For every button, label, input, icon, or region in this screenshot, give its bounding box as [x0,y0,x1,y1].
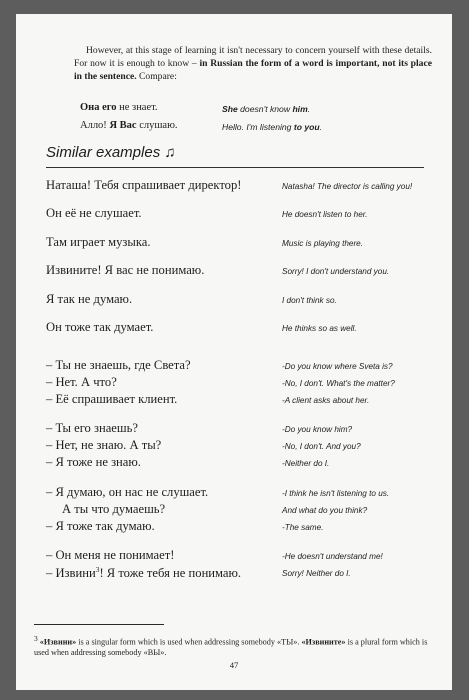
example-en: I don't think so. [282,296,337,305]
section-divider [46,167,424,168]
intro-bold-text: in Russian the form of a word is important, not its place in the sentence. [74,58,432,82]
dialog-line-ru: – Нет, не знаю. А ты? [46,438,162,452]
example-en: Sorry! I don't understand you. [282,267,390,276]
dialog-line-ru: – Нет. А что? [46,375,117,389]
example-en: Music is playing there. [282,239,363,248]
intro-end-text: Compare: [136,71,177,82]
compare-ru-2: Алло! Я Вас слушаю. [80,120,178,131]
dialog-line-en: Sorry! Neither do I. [282,569,351,578]
intro-text: However, at this stage of learning it isn't necessary to concern yourself with these details. For now it is enough to know – [74,45,432,69]
dialog-line-en: -Do you know him? [282,425,353,434]
dialog-line-en: -No, I don't. What's the matter? [282,379,395,388]
example-ru: Там играет музыка. [46,235,151,249]
compare-ru-1: Она его не знает. [80,102,158,113]
example-ru: Наташа! Тебя спрашивает директор! [46,178,242,192]
dialog-line-ru: – Он меня не понимает! [46,548,175,562]
book-page [16,14,452,690]
dialog-line-en: -No, I don't. And you? [282,442,361,451]
example-en: He thinks so as well. [282,324,357,333]
footnote-divider [34,624,164,625]
dialog-line-ru: – Я тоже так думаю. [46,519,155,533]
example-ru: Я так не думаю. [46,292,133,306]
dialog-line-en: -Neither do I. [282,459,330,468]
example-en: Natasha! The director is calling you! [282,182,413,191]
example-ru: Извините! Я вас не понимаю. [46,263,205,277]
dialog-line-en: And what do you think? [282,506,368,515]
dialog-line-en: -The same. [282,523,324,532]
footnote-ref[interactable]: 3 [95,565,100,574]
compare-en-1: She doesn't know him. [222,104,311,114]
dialog-line-en: -Do you know where Sveta is? [282,362,393,371]
dialog-line-ru: – Я думаю, он нас не слушает. [46,485,209,499]
dialog-line-ru: – Ты его знаешь? [46,421,138,435]
page-number: 47 [229,660,239,670]
intro-paragraph [74,44,432,83]
dialog-line-ru: – Извини$^3$! Я тоже тебя не понимаю. [46,565,242,581]
compare-en-2: Hello. I'm listening to you. [222,122,323,132]
example-en: He doesn't listen to her. [282,210,368,219]
dialog-line-en: -I think he isn't listening to us. [282,489,390,498]
example-ru: Он тоже так думает. [46,320,154,334]
dialog-line-en: -A client asks about her. [282,396,370,405]
dialog-line-ru: – Я тоже не знаю. [46,455,141,469]
footnote: $^3$ «Извини» is a singular form which is used when addressing somebody «ТЫ». «Извините» is a plural form which is used when addressing somebody «ВЫ». [34,634,428,658]
dialog-line-ru: – Ты не знаешь, где Света? [46,358,191,372]
dialog-line-en: -He doesn't understand me! [282,552,383,561]
section-heading: Similar examples ♫ [46,144,176,161]
dialog-line-ru: А ты что думаешь? [62,502,166,516]
example-ru: Он её не слушает. [46,206,142,220]
footnote-number: 3 [34,634,38,643]
dialog-line-ru: – Её спрашивает клиент. [46,392,178,406]
